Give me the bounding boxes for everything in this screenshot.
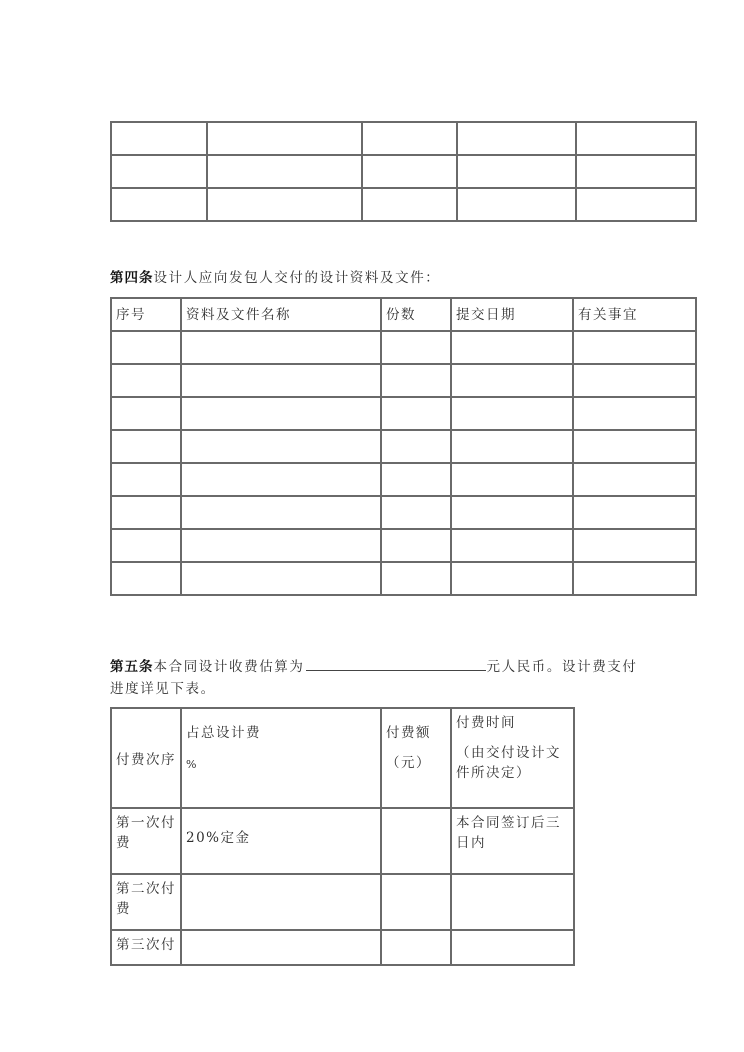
table-cell[interactable]	[181, 331, 381, 364]
table-cell[interactable]	[576, 122, 696, 155]
table-cell[interactable]	[573, 529, 696, 562]
table-cell[interactable]	[381, 331, 451, 364]
header-remarks: 有关事宜	[573, 298, 696, 331]
header-percent-symbol: %	[186, 758, 197, 771]
table-cell[interactable]	[111, 122, 207, 155]
header-amount	[381, 708, 451, 808]
table-cell[interactable]	[451, 463, 573, 496]
table-cell[interactable]	[381, 496, 451, 529]
table-cell[interactable]	[457, 155, 576, 188]
table-cell[interactable]	[573, 463, 696, 496]
header-serial-no: 序号	[111, 298, 181, 331]
table-row	[111, 155, 696, 188]
table-cell[interactable]	[451, 430, 573, 463]
table-row	[111, 364, 696, 397]
table-cell[interactable]	[451, 496, 573, 529]
table-cell[interactable]	[181, 496, 381, 529]
article-5-text-before: 本合同设计收费估算为	[153, 659, 305, 675]
percent-cell[interactable]: 20%定金	[181, 808, 381, 874]
table-row	[111, 430, 696, 463]
payment-schedule-table	[110, 707, 575, 966]
header-percent-line1: 占总设计费	[186, 725, 261, 741]
table-cell[interactable]	[381, 562, 451, 595]
table-cell[interactable]	[181, 397, 381, 430]
table-row	[111, 397, 696, 430]
header-copies: 份数	[381, 298, 451, 331]
table-cell[interactable]	[573, 430, 696, 463]
header-payment-order-text: 付费次序	[116, 752, 176, 768]
table-cell[interactable]	[111, 331, 181, 364]
amount-cell[interactable]	[381, 808, 451, 874]
table-cell[interactable]	[181, 364, 381, 397]
table-cell[interactable]	[573, 496, 696, 529]
table-cell[interactable]	[451, 397, 573, 430]
table-cell[interactable]	[181, 529, 381, 562]
table-cell[interactable]	[381, 430, 451, 463]
fee-estimate-blank[interactable]	[306, 656, 486, 671]
table-cell[interactable]	[362, 188, 457, 221]
table-row	[111, 529, 696, 562]
article-5-text-after: 元人民币。设计费支付	[486, 659, 638, 675]
table-cell[interactable]	[111, 188, 207, 221]
table-cell[interactable]	[111, 155, 207, 188]
table-cell[interactable]	[111, 430, 181, 463]
table-cell[interactable]	[111, 496, 181, 529]
table-cell[interactable]	[451, 364, 573, 397]
header-payment-time	[451, 708, 574, 808]
payment-time-cell[interactable]	[451, 930, 574, 965]
table-cell[interactable]	[451, 529, 573, 562]
table-cell[interactable]	[457, 122, 576, 155]
table-cell[interactable]	[573, 397, 696, 430]
article-4-paragraph	[110, 267, 440, 289]
table-cell[interactable]	[207, 155, 362, 188]
table-cell[interactable]	[381, 364, 451, 397]
table-row	[111, 331, 696, 364]
header-percent-of-fee	[181, 708, 381, 808]
header-payment-order	[111, 708, 181, 808]
table-row	[111, 808, 574, 874]
header-payment-time-line1: 付费时间	[456, 715, 516, 731]
table-cell[interactable]	[207, 122, 362, 155]
article-5-line-2: 进度详见下表。	[110, 681, 216, 697]
table-row	[111, 930, 574, 965]
table-header-row	[111, 298, 696, 331]
article-5-paragraph	[110, 656, 638, 678]
table-row	[111, 188, 696, 221]
header-amount-line1: 付费额	[386, 725, 431, 741]
payment-order-cell: 第三次付	[111, 930, 181, 965]
table-cell[interactable]	[181, 463, 381, 496]
table-cell[interactable]	[362, 155, 457, 188]
table-cell[interactable]	[207, 188, 362, 221]
amount-cell[interactable]	[381, 874, 451, 930]
article-5-label: 第五条	[110, 659, 154, 675]
header-payment-time-note: （由交付设计文件所决定）	[456, 745, 561, 781]
payment-time-cell[interactable]	[451, 874, 574, 930]
header-amount-unit: （元）	[386, 755, 431, 771]
header-document-name: 资料及文件名称	[181, 298, 381, 331]
table-cell[interactable]	[111, 529, 181, 562]
table-cell[interactable]	[573, 364, 696, 397]
amount-cell[interactable]	[381, 930, 451, 965]
table-row	[111, 496, 696, 529]
table-cell[interactable]	[111, 463, 181, 496]
table-cell[interactable]	[181, 430, 381, 463]
table-cell[interactable]	[381, 397, 451, 430]
table-cell[interactable]	[381, 463, 451, 496]
article-4-text: 设计人应向发包人交付的设计资料及文件：	[153, 270, 441, 286]
table-row	[111, 562, 696, 595]
table-cell[interactable]	[573, 331, 696, 364]
article-4-label: 第四条	[110, 270, 154, 286]
table-cell[interactable]	[576, 155, 696, 188]
table-cell[interactable]	[181, 562, 381, 595]
table-row	[111, 463, 696, 496]
table-cell[interactable]	[111, 397, 181, 430]
deliverables-table	[110, 297, 697, 596]
table-header-row	[111, 708, 574, 808]
table-cell[interactable]	[451, 331, 573, 364]
table-cell[interactable]	[362, 122, 457, 155]
table-cell[interactable]	[381, 529, 451, 562]
table-cell[interactable]	[111, 364, 181, 397]
table-cell[interactable]	[111, 562, 181, 595]
percent-cell[interactable]	[181, 930, 381, 965]
top-table	[110, 121, 697, 222]
table-row	[111, 874, 574, 930]
payment-order-cell: 第一次付费	[111, 808, 181, 874]
percent-cell[interactable]	[181, 874, 381, 930]
table-cell[interactable]	[576, 188, 696, 221]
table-cell[interactable]	[451, 562, 573, 595]
table-cell[interactable]	[457, 188, 576, 221]
table-row	[111, 122, 696, 155]
payment-order-cell: 第二次付费	[111, 874, 181, 930]
payment-time-cell[interactable]: 本合同签订后三日内	[451, 808, 574, 874]
header-submit-date: 提交日期	[451, 298, 573, 331]
table-cell[interactable]	[573, 562, 696, 595]
